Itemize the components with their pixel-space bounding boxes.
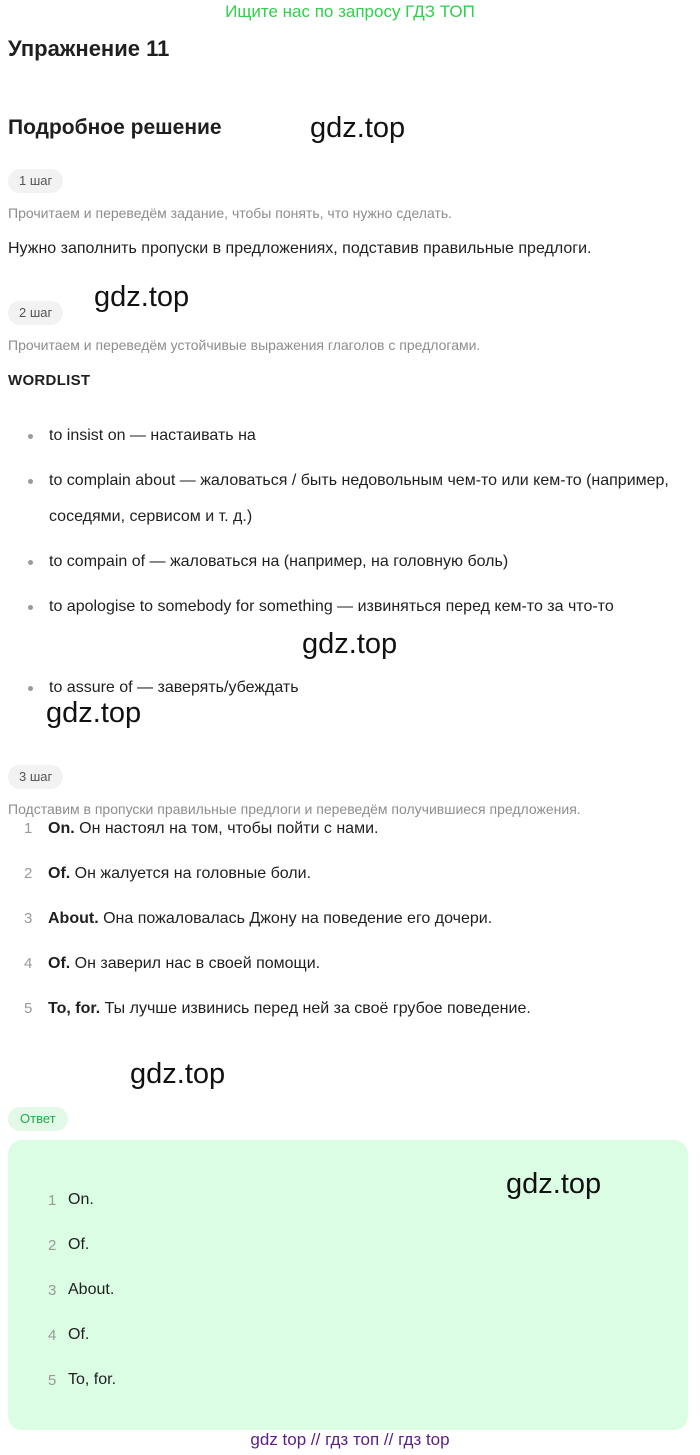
- watermark: gdz.top: [310, 112, 406, 144]
- item-prepositions: To, for.: [48, 1000, 101, 1017]
- item-translation: Он жалуется на головные боли.: [70, 865, 312, 882]
- watermark: gdz.top: [94, 281, 190, 313]
- list-item: [48, 910, 492, 928]
- answer-item: About.: [68, 1281, 115, 1298]
- list-item: [48, 955, 320, 973]
- section-subtitle: Подробное решение: [8, 116, 222, 139]
- list-number: 4: [24, 955, 33, 972]
- watermark: gdz.top: [130, 1058, 226, 1090]
- page-title: Упражнение 11: [8, 36, 170, 61]
- item-prepositions: About.: [48, 910, 99, 927]
- bullet-dot: [28, 434, 33, 439]
- item-translation: Он заверил нас в своей помощи.: [70, 955, 321, 972]
- step-1-text: Нужно заполнить пропуски в предложениях, подставив правильные предлоги.: [8, 240, 592, 257]
- bullet-dot: [28, 560, 33, 565]
- list-item: [48, 865, 311, 883]
- bullet-dot: [28, 479, 33, 484]
- step-badge-1: 1 шаг: [8, 169, 63, 193]
- step-badge-3: 3 шаг: [8, 765, 63, 789]
- item-prepositions: On.: [48, 820, 75, 837]
- answer-number: 1: [48, 1192, 57, 1209]
- item-translation: Он настоял на том, чтобы пойти с нами.: [74, 820, 379, 837]
- answer-item: On.: [68, 1191, 94, 1208]
- footer-links[interactable]: gdz top // гдз топ // гдз top: [250, 1430, 450, 1449]
- list-number: 3: [24, 910, 33, 927]
- wordlist-item: to insist on — настаивать на: [49, 427, 256, 444]
- bullet-dot: [28, 605, 33, 610]
- item-translation: Она пожаловалась Джону на поведение его дочери.: [98, 910, 493, 927]
- step-badge-2: 2 шаг: [8, 301, 63, 325]
- answer-number: 2: [48, 1237, 57, 1254]
- wordlist-item: to apologise to somebody for something — извиняться перед кем-то за что-то: [49, 598, 614, 615]
- step-3-hint: Подставим в пропуски правильные предлоги и переведём получившиеся предложения.: [8, 801, 581, 817]
- answer-badge: Ответ: [8, 1107, 68, 1131]
- list-number: 1: [24, 820, 33, 837]
- list-number: 5: [24, 1000, 33, 1017]
- answer-item: Of.: [68, 1236, 90, 1253]
- answer-item: Of.: [68, 1326, 90, 1343]
- answer-item: To, for.: [68, 1371, 117, 1388]
- answer-number: 5: [48, 1372, 57, 1389]
- wordlist-heading: WORDLIST: [8, 372, 91, 389]
- item-translation: Ты лучше извинись перед ней за своё грубое поведение.: [100, 1000, 531, 1017]
- bullet-dot: [28, 686, 33, 691]
- top-banner[interactable]: Ищите нас по запросу ГДЗ ТОП: [225, 2, 475, 21]
- answer-number: 4: [48, 1327, 57, 1344]
- item-prepositions: Of.: [48, 955, 71, 972]
- step-2-hint: Прочитаем и переведём устойчивые выражения глаголов с предлогами.: [8, 337, 481, 353]
- item-prepositions: Of.: [48, 865, 71, 882]
- list-item: [48, 820, 378, 838]
- wordlist-item: to complain about — жаловаться / быть недовольным чем-то или кем-то (например, соседями, сервисом и т. д.): [49, 472, 669, 525]
- list-item: [48, 1000, 531, 1018]
- watermark: gdz.top: [302, 628, 398, 660]
- wordlist-item: to assure of — заверять/убеждать: [49, 679, 299, 696]
- watermark: gdz.top: [46, 697, 142, 729]
- list-number: 2: [24, 865, 33, 882]
- answer-number: 3: [48, 1282, 57, 1299]
- wordlist-item: to compain of — жаловаться на (например, на головную боль): [49, 553, 509, 570]
- watermark: gdz.top: [506, 1168, 602, 1200]
- step-1-hint: Прочитаем и переведём задание, чтобы понять, что нужно сделать.: [8, 205, 453, 221]
